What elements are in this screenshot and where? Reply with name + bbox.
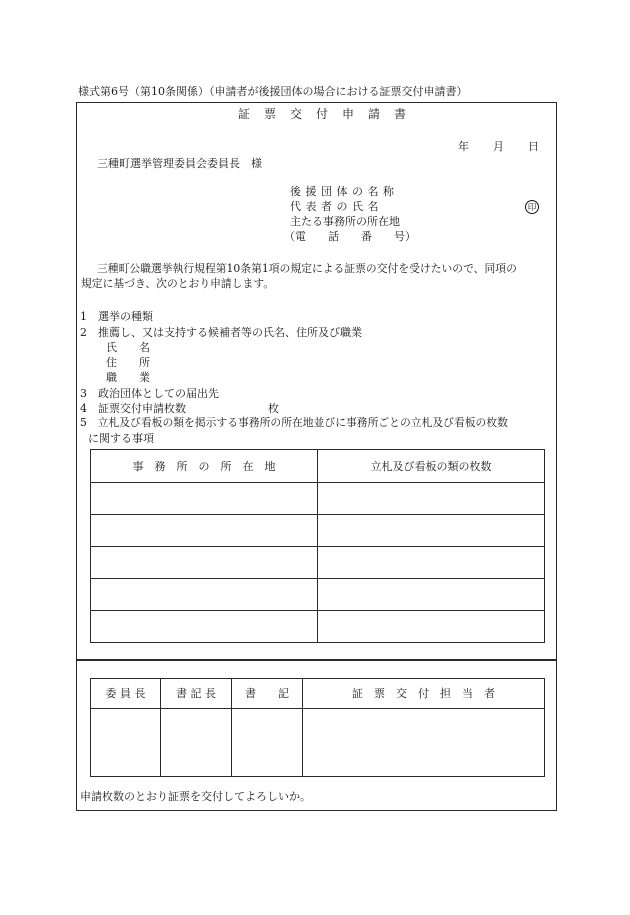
date-month-label: 月: [493, 140, 504, 153]
applicant-office-address-label: 主たる事務所の所在地: [290, 215, 400, 228]
chief-clerk-header: 書 記 長: [161, 679, 232, 709]
item-signboards-line-2: に関する事項: [88, 432, 154, 445]
clerk-seal-cell[interactable]: [232, 709, 303, 777]
applicant-org-name-label: 後 援 団 体 の 名 称: [290, 185, 395, 198]
item-candidate: 2 推薦し、又は支持する候補者等の氏名、住所及び職業: [80, 326, 362, 339]
office-address-header: 事 務 所 の 所 在 地: [91, 450, 318, 483]
table-row: [91, 709, 545, 777]
applicant-rep-name-label: 代 表 者 の 氏 名: [290, 200, 379, 213]
signboard-count-cell[interactable]: [318, 515, 545, 547]
certificate-officer-seal-cell[interactable]: [303, 709, 545, 777]
table-row: [91, 547, 545, 579]
item-candidate-name-label: 氏 名: [106, 341, 150, 354]
seal-mark-icon: 印: [525, 200, 539, 214]
chief-clerk-seal-cell[interactable]: [161, 709, 232, 777]
approval-table: [90, 678, 545, 777]
table-row: [91, 515, 545, 547]
date-year-label: 年: [458, 140, 469, 153]
office-address-cell[interactable]: [91, 547, 318, 579]
form-title: 証 票 交 付 申 請 書: [238, 107, 408, 121]
signboard-count-cell[interactable]: [318, 579, 545, 611]
clerk-header: 書 記: [232, 679, 303, 709]
certificate-officer-header: 証 票 交 付 担 当 者: [303, 679, 545, 709]
footer-note: 申請枚数のとおり証票を交付してよろしいか。: [80, 790, 311, 803]
item-candidate-address-label: 住 所: [106, 356, 150, 369]
date-day-label: 日: [528, 140, 539, 153]
signboard-count-cell[interactable]: [318, 483, 545, 515]
office-address-cell[interactable]: [91, 611, 318, 643]
item-political-group: 3 政治団体としての届出先: [80, 387, 219, 400]
item-certificate-count: 4 証票交付申請枚数: [80, 402, 186, 415]
signboard-count-cell[interactable]: [318, 547, 545, 579]
item-candidate-occupation-label: 職 業: [106, 371, 150, 384]
table-row: [91, 579, 545, 611]
office-address-cell[interactable]: [91, 483, 318, 515]
table-row: [91, 483, 545, 515]
office-signboard-table: [90, 449, 545, 643]
form-header: 様式第6号（第10条関係）（申請者が後援団体の場合における証票交付申請書）: [78, 85, 468, 98]
table-row: [91, 611, 545, 643]
body-text-line-1: 三種町公職選挙執行規程第10条第1項の規定による証票の交付を受けたいので、同項の: [97, 262, 517, 275]
chairman-header: 委 員 長: [91, 679, 161, 709]
item-certificate-count-unit: 枚: [268, 402, 279, 415]
item-election-type: 1 選挙の種類: [80, 310, 153, 323]
signboard-count-cell[interactable]: [318, 611, 545, 643]
chairman-seal-cell[interactable]: [91, 709, 161, 777]
item-signboards-line-1: 5 立札及び看板の類を掲示する事務所の所在地並びに事務所ごとの立札及び看板の枚数: [80, 416, 508, 429]
office-address-cell[interactable]: [91, 579, 318, 611]
body-text-line-2: 規定に基づき、次のとおり申請します。: [81, 277, 275, 290]
signboard-count-header: 立札及び看板の類の枚数: [318, 450, 545, 483]
addressee: 三種町選挙管理委員会委員長 様: [97, 157, 262, 170]
office-address-cell[interactable]: [91, 515, 318, 547]
applicant-phone-label: （電 話 番 号）: [284, 230, 416, 243]
